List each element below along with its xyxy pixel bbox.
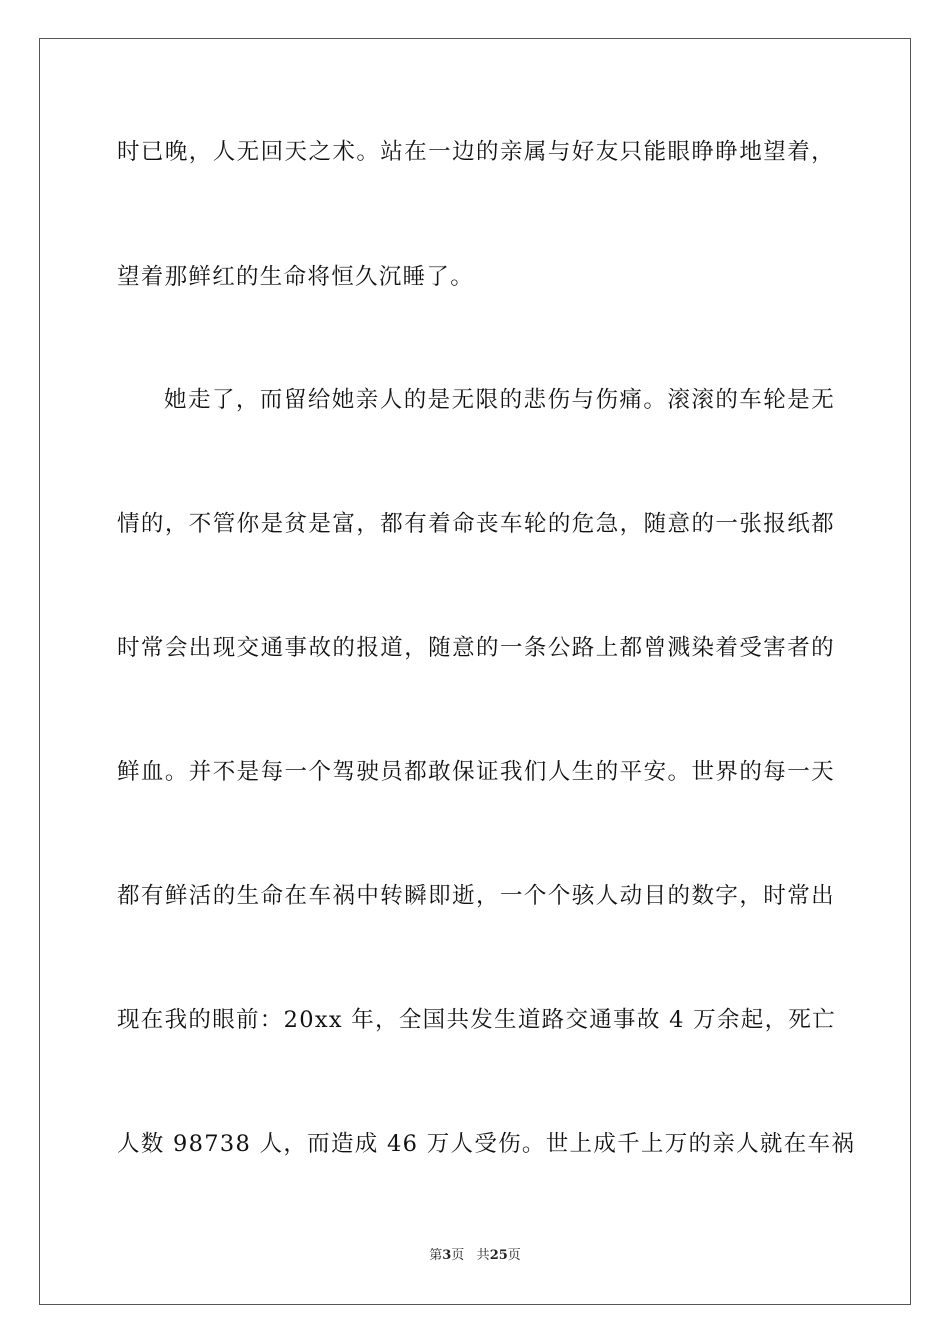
body-text-line: 现在我的眼前：20xx 年，全国共发生道路交通事故 4 万余起，死亡 <box>117 1007 836 1033</box>
body-text-line: 时已晚，人无回天之术。站在一边的亲属与好友只能眼睁睁地望着， <box>117 139 835 165</box>
body-text-line: 情的，不管你是贫是富，都有着命丧车轮的危急，随意的一张报纸都 <box>117 511 835 537</box>
total-prefix: 共 <box>476 1248 490 1263</box>
body-text-line: 鲜血。并不是每一个驾驶员都敢保证我们人生的平安。世界的每一天 <box>117 759 835 785</box>
page-footer <box>0 1247 950 1265</box>
total-suffix: 页 <box>507 1248 521 1263</box>
total-pages: 25 <box>489 1248 508 1263</box>
page-number: 3 <box>442 1248 452 1263</box>
body-text-line: 时常会出现交通事故的报道，随意的一条公路上都曾溅染着受害者的 <box>117 635 835 661</box>
page-frame <box>39 38 911 1305</box>
page-prefix: 第 <box>429 1248 443 1263</box>
page-suffix: 页 <box>451 1248 465 1263</box>
body-text-line: 望着那鲜红的生命将恒久沉睡了。 <box>117 264 475 290</box>
body-text-line: 人数 98738 人，而造成 46 万人受伤。世上成千上万的亲人就在车祸 <box>117 1131 856 1157</box>
body-text-line: 都有鲜活的生命在车祸中转瞬即逝，一个个骇人动目的数字，时常出 <box>117 883 835 909</box>
body-text-line: 她走了，而留给她亲人的是无限的悲伤与伤痛。滚滚的车轮是无 <box>164 387 835 413</box>
